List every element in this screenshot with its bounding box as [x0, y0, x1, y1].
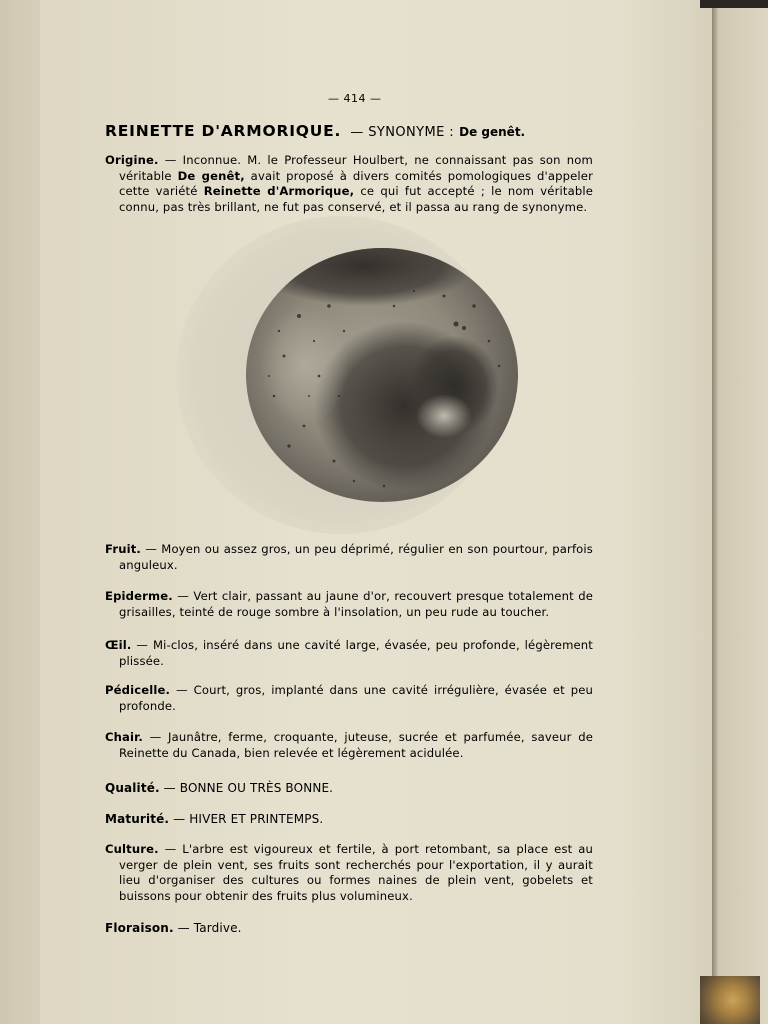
maturite-paragraph — [105, 812, 593, 828]
corner-thumbnail — [700, 976, 760, 1024]
origine-text-1: — Inconnue. M. le Professeur Houlbert, ne connaissant pas son nom véritable — [119, 153, 593, 183]
pedicelle-text: — Court, gros, implanté dans une cavité irrégulière, évasée et peu profonde. — [119, 683, 593, 713]
oeil-label: Œil. — [105, 638, 132, 652]
origine-paragraph — [105, 153, 593, 215]
oeil-paragraph — [105, 638, 593, 669]
apple-illustration — [244, 246, 520, 504]
qualite-text: — BONNE OU TRÈS BONNE. — [159, 781, 334, 795]
background-shadow — [700, 0, 768, 8]
chair-label: Chair. — [105, 730, 143, 744]
floraison-label: Floraison. — [105, 921, 174, 935]
facing-page-edge — [718, 0, 768, 1024]
synonym-value: De genêt. — [459, 125, 526, 139]
fruit-paragraph — [105, 542, 593, 573]
fruit-text: — Moyen ou assez gros, un peu déprimé, régulier en son pourtour, parfois anguleux. — [119, 542, 593, 572]
epiderme-label: Epiderme. — [105, 589, 173, 603]
culture-text: — L'arbre est vigoureux et fertile, à port retombant, sa place est au verger de plein vent, ses fruits sont recherchés pour l'exportation, il y aurait lieu d'organiser des cultures ou formes naines de plein vent, gobelets et buissons pour obtenir des fruits plus volumineux. — [119, 842, 593, 903]
chair-text: — Jaunâtre, ferme, croquante, juteuse, sucrée et parfumée, saveur de Reinette du Canada, bien relevée et légèrement acidulée. — [119, 730, 593, 760]
pedicelle-paragraph — [105, 683, 593, 714]
entry-title: REINETTE D'ARMORIQUE. — [105, 122, 342, 140]
origine-bold-2: Reinette d'Armorique, — [203, 184, 355, 198]
maturite-text: — HIVER ET PRINTEMPS. — [169, 812, 324, 826]
origine-bold-1: De genêt, — [177, 168, 245, 183]
origine-text-3: ce qui fut accepté ; le nom véritable connu, pas très brillant, ne fut pas conservé, et il passa au rang de synonyme. — [119, 184, 593, 214]
page-number: — 414 — — [328, 92, 382, 105]
entry-heading — [105, 121, 525, 140]
pedicelle-label: Pédicelle. — [105, 683, 171, 697]
floraison-paragraph — [105, 921, 593, 937]
floraison-text: — Tardive. — [173, 921, 242, 935]
epiderme-paragraph — [105, 589, 593, 620]
epiderme-text: — Vert clair, passant au jaune d'or, recouvert presque totalement de grisailles, teinté de rouge sombre à l'insolation, un peu rude au toucher. — [119, 589, 593, 619]
fruit-label: Fruit. — [105, 542, 141, 556]
origine-label: Origine. — [105, 153, 159, 167]
origine-text-2: avait proposé à divers comités pomologiques d'appeler cette variété — [119, 168, 594, 198]
maturite-label: Maturité. — [105, 812, 170, 826]
synonym-label: — SYNONYME : — [350, 125, 455, 140]
qualite-label: Qualité. — [105, 781, 160, 795]
oeil-text: — Mi-clos, inséré dans une cavité large, évasée, peu profonde, légèrement plissée. — [119, 638, 593, 668]
culture-label: Culture. — [105, 842, 159, 856]
chair-paragraph — [105, 730, 593, 761]
culture-paragraph — [105, 842, 593, 904]
qualite-paragraph — [105, 781, 593, 797]
